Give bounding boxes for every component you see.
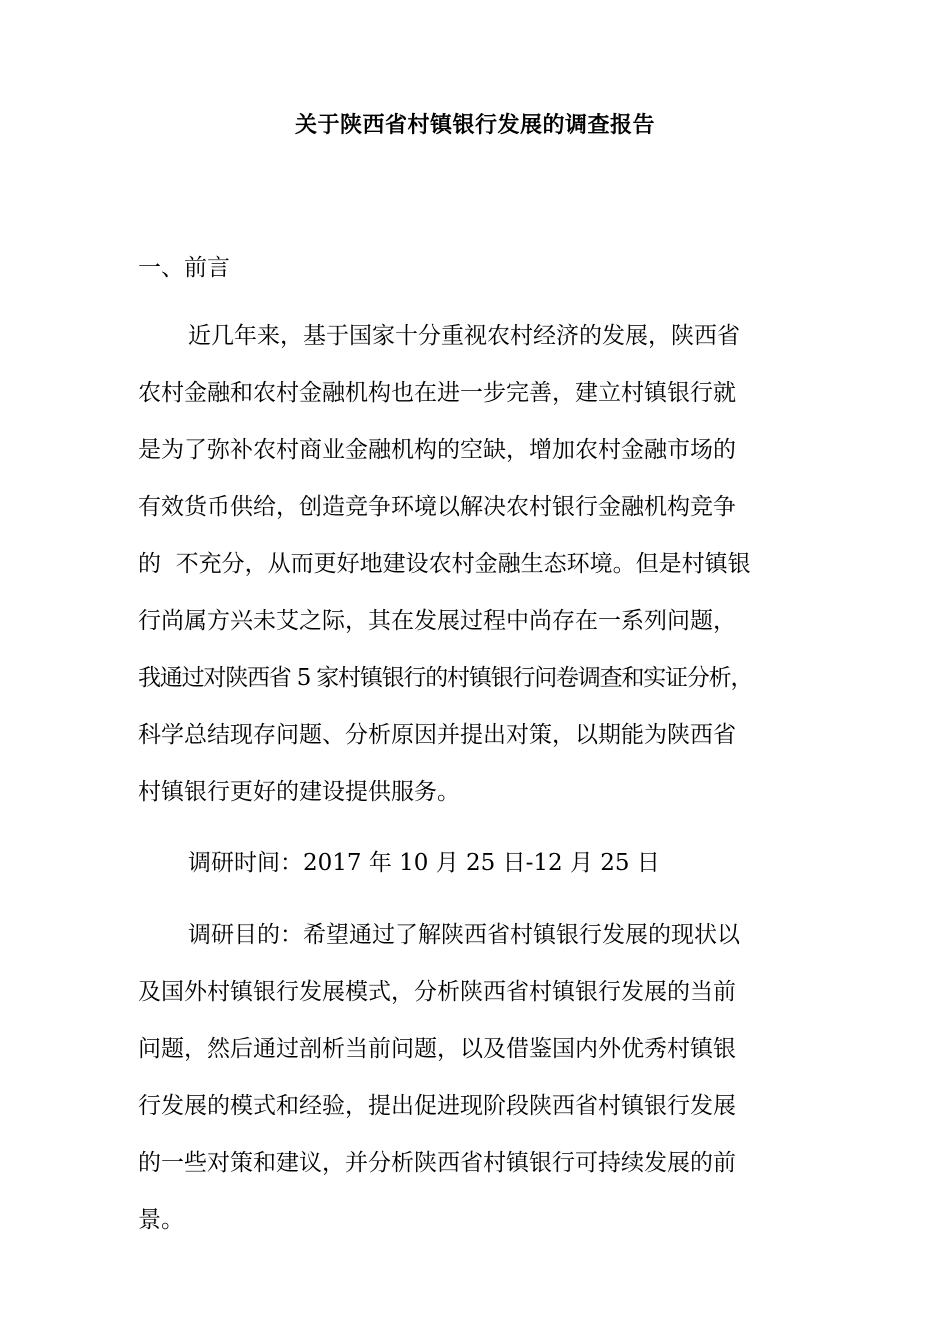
paragraph-line: 的一些对策和建议，并分析陕西省村镇银行可持续发展的前 [138,1150,736,1176]
paragraph-research-purpose [138,907,828,1249]
paragraph-line: 有效货币供给，创造竞争环境以解决农村银行金融机构竞争 [138,494,736,520]
document-title: 关于陕西省村镇银行发展的调查报告 [294,113,655,138]
paragraph-line: 景。 [138,1207,184,1233]
paragraph-line: 问题，然后通过剖析当前问题，以及借鉴国内外优秀村镇银 [138,1036,736,1062]
paragraph-line: 的 不充分，从而更好地建设农村金融生态环境。但是村镇银 [138,551,751,577]
paragraph-line: 行尚属方兴未艾之际，其在发展过程中尚存在一系列问题， [138,608,736,634]
paragraph-line: 及国外村镇银行发展模式，分析陕西省村镇银行发展的当前 [138,979,736,1005]
paragraph-line: 是为了弥补农村商业金融机构的空缺，增加农村金融市场的 [138,437,736,463]
paragraph-line: 近几年来，基于国家十分重视农村经济的发展，陕西省 [188,323,740,349]
paragraph-line: 农村金融和农村金融机构也在进一步完善，建立村镇银行就 [138,380,736,406]
paragraph-line: 村镇银行更好的建设提供服务。 [138,779,460,805]
research-time: 调研时间：2017 年 10 月 25 日-12 月 25 日 [188,850,660,876]
paragraph-line: 行发展的模式和经验，提出促进现阶段陕西省村镇银行发展 [138,1093,736,1119]
paragraph-line: 科学总结现存问题、分析原因并提出对策，以期能为陕西省 [138,722,736,748]
research-time-block [138,835,828,892]
paragraph-line: 我通过对陕西省 5 家村镇银行的村镇银行问卷调查和实证分析， [138,665,753,691]
section-heading-preface: 一、前言 [138,255,230,281]
paragraph-line: 调研目的：希望通过了解陕西省村镇银行发展的现状以 [188,922,740,948]
paragraph-introduction [138,308,828,821]
